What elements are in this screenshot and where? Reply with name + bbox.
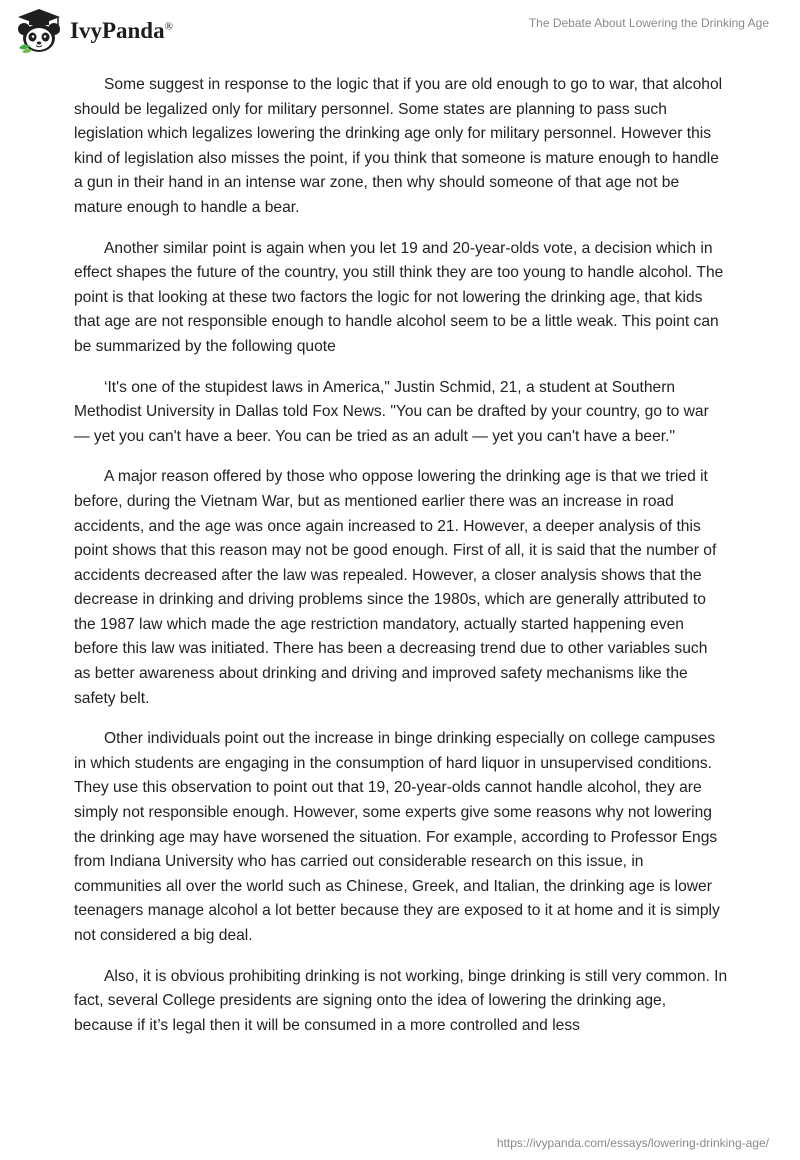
- paragraph: Also, it is obvious prohibiting drinking is not working, binge drinking is still very common. In fact, several College presidents are signing onto the idea of lowering the drinking age, because if it’s legal then it will be consumed in a more controlled and less: [74, 967, 728, 1034]
- paragraph: A major reason offered by those who oppose lowering the drinking age is that we tried it before, during the Vietnam War, but as mentioned earlier there was an increase in road accidents, and the age was once again increased to 21. However, a deeper analysis of this point shows that this reason may not be good enough. First of all, it is said that the number of accidents decreased after the law was repealed. However, a closer analysis shows that the decrease in drinking and driving problems since the 1980s, which are generally attributed to the 1987 law which made the age restriction mandatory, actually started happening even before this law was initiated. There has been a decreasing trend due to other variables such as better awareness about drinking and driving and improved safety mechanisms like the safety belt.: [74, 468, 717, 707]
- panda-graduate-icon: [14, 8, 64, 54]
- page-header: [0, 0, 800, 60]
- brand-name-text: IvyPanda: [70, 18, 165, 43]
- document-title: The Debate About Lowering the Drinking Age: [528, 16, 769, 30]
- paragraph: Other individuals point out the increase in binge drinking especially on college campuses in which students are engaging in the consumption of hard liquor in unsupervised conditions. They use this observation to point out that 19, 20-year-olds cannot handle alcohol, they are simply not responsible enough. However, some experts give some reasons why not lowering the drinking age may have worsened the situation. For example, according to Professor Engs from Indiana University who has carried out considerable research on this issue, in communities all over the world such as Chinese, Greek, and Italian, the drinking age is lower teenagers manage alcohol a lot better because they are exposed to it at home and it is simply not considered a big deal.: [74, 730, 720, 944]
- paragraph: Some suggest in response to the logic that if you are old enough to go to war, that alcohol should be legalized only for military personnel. Some states are planning to pass such legislation which legalizes lowering the drinking age only for military personnel. However this kind of legislation also misses the point, if you think that someone is mature enough to handle a gun in their hand in an intense war zone, then why should someone of that age not be mature enough to handle a bear.: [74, 76, 723, 216]
- essay-body: [74, 73, 728, 1054]
- source-url-link[interactable]: https://ivypanda.com/essays/lowering-drinking-age/: [496, 1136, 769, 1150]
- paragraph: Another similar point is again when you let 19 and 20-year-olds vote, a decision which in effect shapes the future of the country, you still think they are too young to handle alcohol. The point is that looking at these two factors the logic for not lowering the drinking age, that kids that age are not responsible enough to handle alcohol seem to be a little weak. This point can be summarized by the following quote: [74, 239, 724, 355]
- ivypanda-logo[interactable]: [14, 8, 173, 54]
- registered-mark: ®: [164, 20, 173, 33]
- quote-paragraph: ‘It's one of the stupidest laws in America," Justin Schmid, 21, a student at Southern Methodist University in Dallas told Fox News. "You can be drafted by your country, go to war — yet you can't have a beer. You can be tried as an adult — yet you can't have a beer.": [74, 378, 709, 445]
- brand-name: [70, 18, 173, 44]
